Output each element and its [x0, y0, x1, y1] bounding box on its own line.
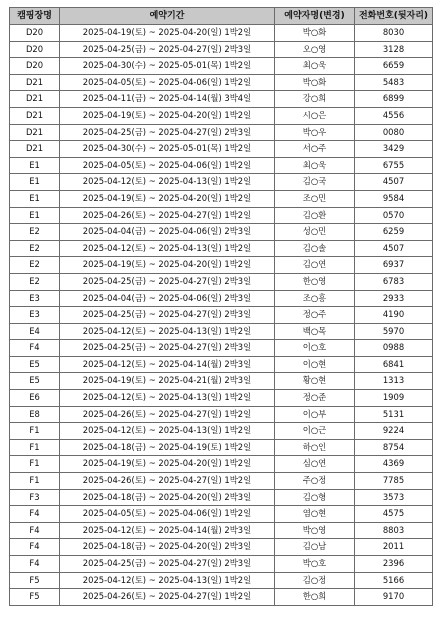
cell-campsite: E8: [10, 406, 60, 423]
table-row: [10, 91, 433, 108]
table-row: [10, 522, 433, 539]
cell-period: 2025-04-30(수) ~ 2025-05-01(목) 1박2일: [60, 141, 275, 158]
cell-period: 2025-04-26(토) ~ 2025-04-27(일) 1박2일: [60, 473, 275, 490]
cell-name: 김○형: [275, 489, 355, 506]
cell-phone: 1909: [355, 390, 433, 407]
cell-period: 2025-04-12(토) ~ 2025-04-14(월) 2박3일: [60, 356, 275, 373]
cell-period: 2025-04-26(토) ~ 2025-04-27(일) 1박2일: [60, 589, 275, 606]
cell-campsite: E1: [10, 174, 60, 191]
cell-phone: 2396: [355, 556, 433, 573]
header-period: 예약기간: [60, 8, 275, 25]
cell-name: 김○국: [275, 174, 355, 191]
cell-name: 김○정: [275, 572, 355, 589]
cell-name: 오○영: [275, 41, 355, 58]
cell-period: 2025-04-12(토) ~ 2025-04-14(월) 2박3일: [60, 522, 275, 539]
cell-campsite: D20: [10, 41, 60, 58]
table-row: [10, 141, 433, 158]
cell-phone: 4369: [355, 456, 433, 473]
cell-phone: 6841: [355, 356, 433, 373]
cell-phone: 6937: [355, 257, 433, 274]
cell-period: 2025-04-12(토) ~ 2025-04-13(일) 1박2일: [60, 423, 275, 440]
table-row: [10, 456, 433, 473]
cell-phone: 5483: [355, 74, 433, 91]
table-row: [10, 323, 433, 340]
table-row: [10, 506, 433, 523]
cell-campsite: D20: [10, 58, 60, 75]
cell-phone: 6659: [355, 58, 433, 75]
table-row: [10, 439, 433, 456]
table-row: [10, 340, 433, 357]
table-row: [10, 157, 433, 174]
cell-name: 박○우: [275, 124, 355, 141]
table-row: [10, 190, 433, 207]
cell-name: 김○솔: [275, 240, 355, 257]
cell-name: 박○호: [275, 556, 355, 573]
cell-name: 김○남: [275, 539, 355, 556]
cell-phone: 7785: [355, 473, 433, 490]
cell-name: 정○주: [275, 307, 355, 324]
cell-campsite: E5: [10, 373, 60, 390]
cell-name: 박○영: [275, 522, 355, 539]
cell-period: 2025-04-25(금) ~ 2025-04-27(일) 2박3일: [60, 307, 275, 324]
table-header-row: [10, 8, 433, 25]
cell-period: 2025-04-05(토) ~ 2025-04-06(일) 1박2일: [60, 157, 275, 174]
cell-campsite: F4: [10, 522, 60, 539]
cell-period: 2025-04-05(토) ~ 2025-04-06(일) 1박2일: [60, 74, 275, 91]
cell-name: 최○욱: [275, 157, 355, 174]
cell-period: 2025-04-26(토) ~ 2025-04-27(일) 1박2일: [60, 406, 275, 423]
cell-campsite: E1: [10, 207, 60, 224]
cell-period: 2025-04-12(토) ~ 2025-04-13(일) 1박2일: [60, 240, 275, 257]
cell-period: 2025-04-19(토) ~ 2025-04-20(일) 1박2일: [60, 107, 275, 124]
cell-period: 2025-04-19(토) ~ 2025-04-21(월) 2박3일: [60, 373, 275, 390]
cell-campsite: E2: [10, 273, 60, 290]
header-phone: 전화번호(뒷자리): [355, 8, 433, 25]
cell-phone: 8754: [355, 439, 433, 456]
cell-phone: 3573: [355, 489, 433, 506]
cell-period: 2025-04-25(금) ~ 2025-04-27(일) 2박3일: [60, 556, 275, 573]
table-row: [10, 174, 433, 191]
table-row: [10, 224, 433, 241]
cell-phone: 6783: [355, 273, 433, 290]
table-row: [10, 240, 433, 257]
cell-name: 이○근: [275, 423, 355, 440]
cell-period: 2025-04-30(수) ~ 2025-05-01(목) 1박2일: [60, 58, 275, 75]
table-row: [10, 572, 433, 589]
cell-name: 박○화: [275, 25, 355, 42]
table-row: [10, 473, 433, 490]
cell-phone: 6259: [355, 224, 433, 241]
table-row: [10, 273, 433, 290]
table-row: [10, 489, 433, 506]
cell-campsite: D20: [10, 25, 60, 42]
cell-period: 2025-04-25(금) ~ 2025-04-27(일) 2박3일: [60, 340, 275, 357]
table-row: [10, 373, 433, 390]
cell-campsite: E6: [10, 390, 60, 407]
cell-campsite: E2: [10, 257, 60, 274]
cell-name: 이○부: [275, 406, 355, 423]
cell-campsite: E3: [10, 290, 60, 307]
cell-period: 2025-04-25(금) ~ 2025-04-27(일) 2박3일: [60, 273, 275, 290]
table-row: [10, 124, 433, 141]
table-row: [10, 589, 433, 606]
table-row: [10, 74, 433, 91]
cell-period: 2025-04-12(토) ~ 2025-04-13(일) 1박2일: [60, 323, 275, 340]
cell-phone: 3429: [355, 141, 433, 158]
cell-campsite: F4: [10, 506, 60, 523]
cell-phone: 3128: [355, 41, 433, 58]
table-row: [10, 539, 433, 556]
cell-campsite: D21: [10, 141, 60, 158]
cell-name: 한○희: [275, 589, 355, 606]
cell-period: 2025-04-25(금) ~ 2025-04-27(일) 2박3일: [60, 124, 275, 141]
cell-name: 황○현: [275, 373, 355, 390]
cell-phone: 5131: [355, 406, 433, 423]
cell-period: 2025-04-11(금) ~ 2025-04-14(월) 3박4일: [60, 91, 275, 108]
cell-campsite: E2: [10, 240, 60, 257]
table-row: [10, 406, 433, 423]
cell-name: 한○영: [275, 273, 355, 290]
cell-phone: 8803: [355, 522, 433, 539]
cell-name: 심○연: [275, 456, 355, 473]
table-row: [10, 58, 433, 75]
cell-name: 성○민: [275, 224, 355, 241]
table-row: [10, 356, 433, 373]
cell-phone: 9584: [355, 190, 433, 207]
cell-name: 김○연: [275, 257, 355, 274]
cell-period: 2025-04-26(토) ~ 2025-04-27(일) 1박2일: [60, 207, 275, 224]
table-row: [10, 107, 433, 124]
table-row: [10, 290, 433, 307]
table-row: [10, 390, 433, 407]
cell-name: 최○욱: [275, 58, 355, 75]
cell-name: 이○호: [275, 340, 355, 357]
cell-phone: 0570: [355, 207, 433, 224]
table-row: [10, 556, 433, 573]
cell-campsite: F4: [10, 340, 60, 357]
cell-campsite: F1: [10, 473, 60, 490]
reservation-table: [9, 7, 433, 606]
table-row: [10, 207, 433, 224]
cell-campsite: F5: [10, 572, 60, 589]
cell-phone: 4190: [355, 307, 433, 324]
cell-campsite: F3: [10, 489, 60, 506]
cell-phone: 5166: [355, 572, 433, 589]
cell-campsite: E1: [10, 157, 60, 174]
cell-name: 서○주: [275, 141, 355, 158]
cell-period: 2025-04-05(토) ~ 2025-04-06(일) 1박2일: [60, 506, 275, 523]
cell-period: 2025-04-25(금) ~ 2025-04-27(일) 2박3일: [60, 41, 275, 58]
cell-name: 정○준: [275, 390, 355, 407]
cell-name: 시○은: [275, 107, 355, 124]
cell-name: 강○희: [275, 91, 355, 108]
cell-campsite: D21: [10, 74, 60, 91]
cell-name: 백○목: [275, 323, 355, 340]
cell-name: 김○환: [275, 207, 355, 224]
cell-period: 2025-04-04(금) ~ 2025-04-06(일) 2박3일: [60, 290, 275, 307]
cell-phone: 6755: [355, 157, 433, 174]
cell-name: 조○흥: [275, 290, 355, 307]
cell-phone: 1313: [355, 373, 433, 390]
cell-campsite: F5: [10, 589, 60, 606]
cell-name: 박○화: [275, 74, 355, 91]
cell-phone: 4507: [355, 174, 433, 191]
cell-name: 염○현: [275, 506, 355, 523]
cell-phone: 5970: [355, 323, 433, 340]
cell-campsite: E1: [10, 190, 60, 207]
cell-campsite: E4: [10, 323, 60, 340]
table-row: [10, 423, 433, 440]
cell-campsite: E2: [10, 224, 60, 241]
cell-period: 2025-04-19(토) ~ 2025-04-20(일) 1박2일: [60, 25, 275, 42]
table-row: [10, 307, 433, 324]
cell-period: 2025-04-19(토) ~ 2025-04-20(일) 1박2일: [60, 190, 275, 207]
cell-phone: 0988: [355, 340, 433, 357]
cell-phone: 6899: [355, 91, 433, 108]
cell-campsite: F4: [10, 539, 60, 556]
cell-campsite: E5: [10, 356, 60, 373]
cell-phone: 0080: [355, 124, 433, 141]
cell-period: 2025-04-12(토) ~ 2025-04-13(일) 1박2일: [60, 572, 275, 589]
cell-phone: 4556: [355, 107, 433, 124]
cell-period: 2025-04-19(토) ~ 2025-04-20(일) 1박2일: [60, 257, 275, 274]
cell-campsite: F4: [10, 556, 60, 573]
cell-period: 2025-04-12(토) ~ 2025-04-13(일) 1박2일: [60, 174, 275, 191]
header-campsite: 캠핑장명: [10, 8, 60, 25]
cell-name: 조○민: [275, 190, 355, 207]
cell-campsite: D21: [10, 124, 60, 141]
cell-phone: 4575: [355, 506, 433, 523]
header-name: 예약자명(변경): [275, 8, 355, 25]
cell-campsite: D21: [10, 91, 60, 108]
cell-period: 2025-04-12(토) ~ 2025-04-13(일) 1박2일: [60, 390, 275, 407]
table-row: [10, 257, 433, 274]
table-body: [10, 25, 433, 606]
cell-name: 주○정: [275, 473, 355, 490]
cell-period: 2025-04-18(금) ~ 2025-04-20(일) 2박3일: [60, 489, 275, 506]
cell-phone: 4507: [355, 240, 433, 257]
cell-phone: 9170: [355, 589, 433, 606]
cell-campsite: F1: [10, 423, 60, 440]
cell-phone: 2933: [355, 290, 433, 307]
cell-name: 하○인: [275, 439, 355, 456]
cell-campsite: E3: [10, 307, 60, 324]
cell-period: 2025-04-04(금) ~ 2025-04-06(일) 2박3일: [60, 224, 275, 241]
cell-campsite: D21: [10, 107, 60, 124]
cell-period: 2025-04-19(토) ~ 2025-04-20(일) 1박2일: [60, 456, 275, 473]
cell-campsite: F1: [10, 456, 60, 473]
cell-phone: 9224: [355, 423, 433, 440]
cell-name: 이○현: [275, 356, 355, 373]
table-row: [10, 25, 433, 42]
cell-phone: 2011: [355, 539, 433, 556]
cell-period: 2025-04-18(금) ~ 2025-04-20(일) 2박3일: [60, 539, 275, 556]
cell-phone: 8030: [355, 25, 433, 42]
cell-campsite: F1: [10, 439, 60, 456]
cell-period: 2025-04-18(금) ~ 2025-04-19(토) 1박2일: [60, 439, 275, 456]
table-row: [10, 41, 433, 58]
